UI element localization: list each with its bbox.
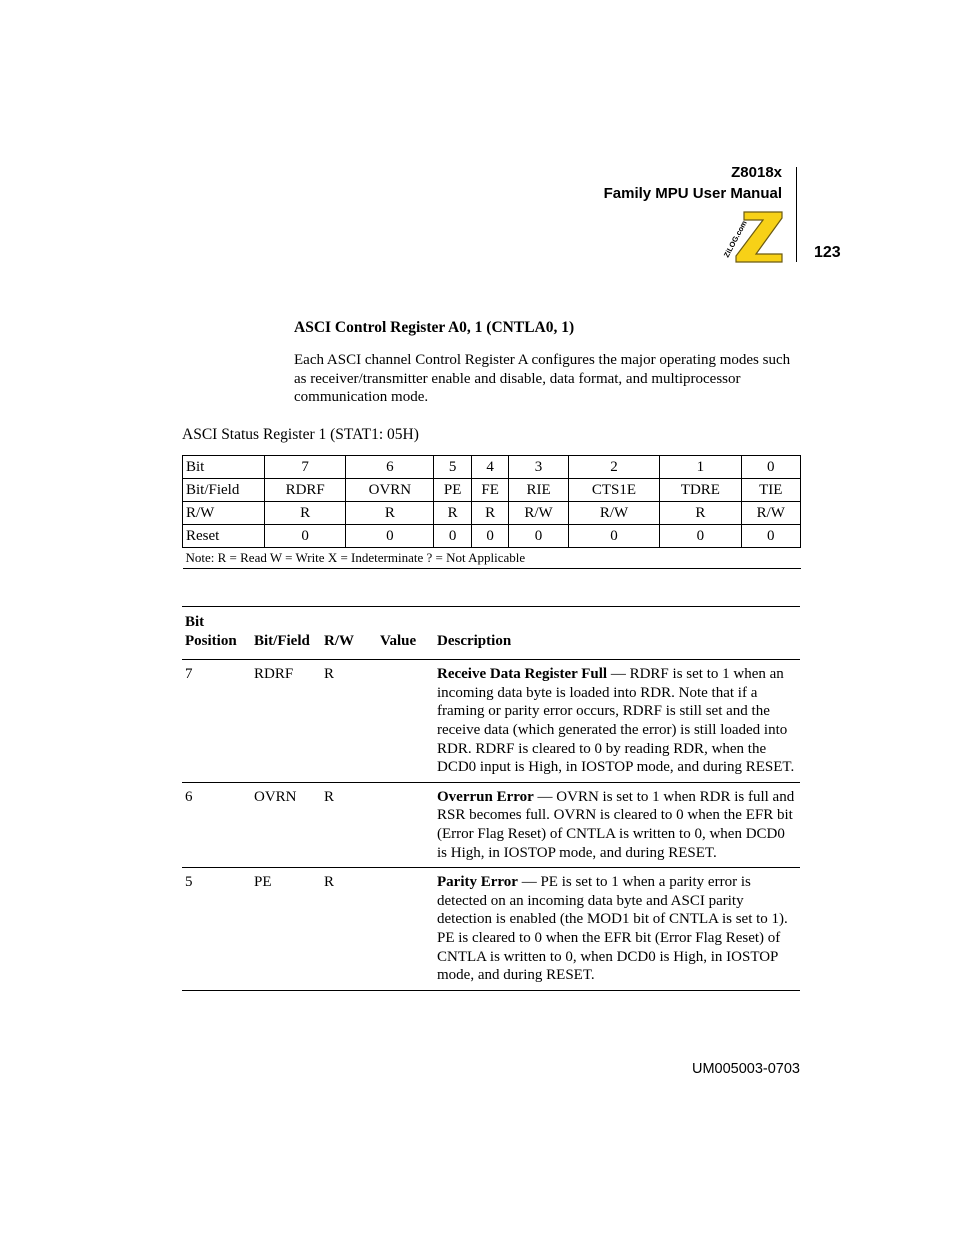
- field-bit-position: 7: [182, 660, 251, 783]
- field-row: [182, 782, 800, 867]
- register-cell: R: [346, 502, 434, 525]
- register-cell: 2: [568, 456, 659, 479]
- product-name: Z8018x: [731, 164, 782, 181]
- register-note-row: [183, 548, 801, 569]
- field-description-text: — RDRF is set to 1 when an incoming data byte is loaded into RDR. Note that if a framing or parity error occurs, RDRF is still set and the receive data (which generated the error) is still loaded into RDR. RDRF is cleared to 0 by reading RDR, when the DCD0 input is High, in IOSTOP mode, and during RESET.: [437, 666, 795, 776]
- field-description: [434, 782, 800, 867]
- field-value: [377, 782, 434, 867]
- register-cell: R: [660, 502, 741, 525]
- field-term: Parity Error: [437, 874, 518, 891]
- section-title: ASCI Control Register A0, 1 (CNTLA0, 1): [294, 319, 575, 336]
- field-name: OVRN: [251, 782, 321, 867]
- register-row-label: R/W: [183, 502, 265, 525]
- field-name: PE: [251, 868, 321, 991]
- register-cell: FE: [471, 479, 508, 502]
- register-cell: 0: [509, 525, 568, 548]
- field-bit-position: 5: [182, 868, 251, 991]
- register-cell: 0: [346, 525, 434, 548]
- register-bit-table: [182, 455, 801, 569]
- register-cell: 7: [265, 456, 346, 479]
- field-row: [182, 660, 800, 783]
- register-cell: 6: [346, 456, 434, 479]
- register-row: [183, 502, 801, 525]
- register-cell: 0: [434, 525, 471, 548]
- field-rw: R: [321, 782, 377, 867]
- register-cell: TDRE: [660, 479, 741, 502]
- register-cell: R: [265, 502, 346, 525]
- register-note: Note: R = Read W = Write X = Indeterminate ? = Not Applicable: [183, 548, 801, 569]
- document-id: UM005003-0703: [691, 1061, 800, 1077]
- header-description: Description: [434, 607, 800, 660]
- field-name: RDRF: [251, 660, 321, 783]
- page-number: 123: [814, 244, 841, 261]
- manual-title: Family MPU User Manual: [603, 185, 782, 202]
- register-cell: 4: [471, 456, 508, 479]
- header-bit-field: Bit/Field: [251, 607, 321, 660]
- field-description-text: — OVRN is set to 1 when RDR is full and RSR becomes full. OVRN is cleared to 0 when the EFR bit (Error Flag Reset) of CNTLA is written to 0, when DCD0 is High, in IOSTOP mode, and during RESET.: [437, 788, 795, 861]
- field-term: Overrun Error: [437, 788, 534, 805]
- register-cell: R/W: [568, 502, 659, 525]
- header-value: Value: [377, 607, 434, 660]
- field-description: [434, 660, 800, 783]
- register-cell: CTS1E: [568, 479, 659, 502]
- register-cell: PE: [434, 479, 471, 502]
- field-term: Receive Data Register Full: [437, 666, 608, 683]
- register-cell: 0: [741, 456, 800, 479]
- field-table-header: [182, 607, 800, 660]
- register-cell: R: [434, 502, 471, 525]
- register-cell: RIE: [509, 479, 568, 502]
- register-row-label: Reset: [183, 525, 265, 548]
- register-cell: 0: [568, 525, 659, 548]
- register-cell: R: [471, 502, 508, 525]
- register-cell: R/W: [509, 502, 568, 525]
- field-description-text: — PE is set to 1 when a parity error is detected on an incoming data byte and ASCI parity detection is enabled (the MOD1 bit of CNTLA is set to 1). PE is cleared to 0 when the EFR bit (Error Flag Reset) of CNTLA is written to 0, when DCD0 is High, in IOSTOP mode, and during RESET.: [437, 874, 788, 984]
- field-value: [377, 660, 434, 783]
- field-description-table: [182, 606, 800, 991]
- intro-paragraph: Each ASCI channel Control Register A configures the major operating modes such as receiver/transmitter enable and disable, data format, and multiprocessor communication mode.: [294, 352, 791, 405]
- register-row-label: Bit/Field: [183, 479, 265, 502]
- register-cell: RDRF: [265, 479, 346, 502]
- header-bit-position-label: Bit Position: [185, 614, 237, 649]
- register-cell: 5: [434, 456, 471, 479]
- field-description: [434, 868, 800, 991]
- register-cell: R/W: [741, 502, 800, 525]
- header-divider: [796, 167, 797, 262]
- header-bit-position: [182, 607, 251, 660]
- field-bit-position: 6: [182, 782, 251, 867]
- register-table-caption: ASCI Status Register 1 (STAT1: 05H): [182, 426, 419, 443]
- field-rw: R: [321, 868, 377, 991]
- logo-z-shape: [736, 212, 782, 262]
- register-cell: 0: [660, 525, 741, 548]
- register-row-label: Bit: [183, 456, 265, 479]
- register-cell: OVRN: [346, 479, 434, 502]
- register-cell: 0: [471, 525, 508, 548]
- field-row: [182, 868, 800, 991]
- header-rw: R/W: [321, 607, 377, 660]
- zilog-logo: [722, 208, 784, 264]
- register-cell: 0: [741, 525, 800, 548]
- register-cell: 3: [509, 456, 568, 479]
- register-row: [183, 479, 801, 502]
- logo-text: ZiLOG.com: [722, 219, 749, 259]
- field-value: [377, 868, 434, 991]
- register-row: [183, 456, 801, 479]
- register-cell: 0: [265, 525, 346, 548]
- register-cell: 1: [660, 456, 741, 479]
- register-row: [183, 525, 801, 548]
- register-cell: TIE: [741, 479, 800, 502]
- field-rw: R: [321, 660, 377, 783]
